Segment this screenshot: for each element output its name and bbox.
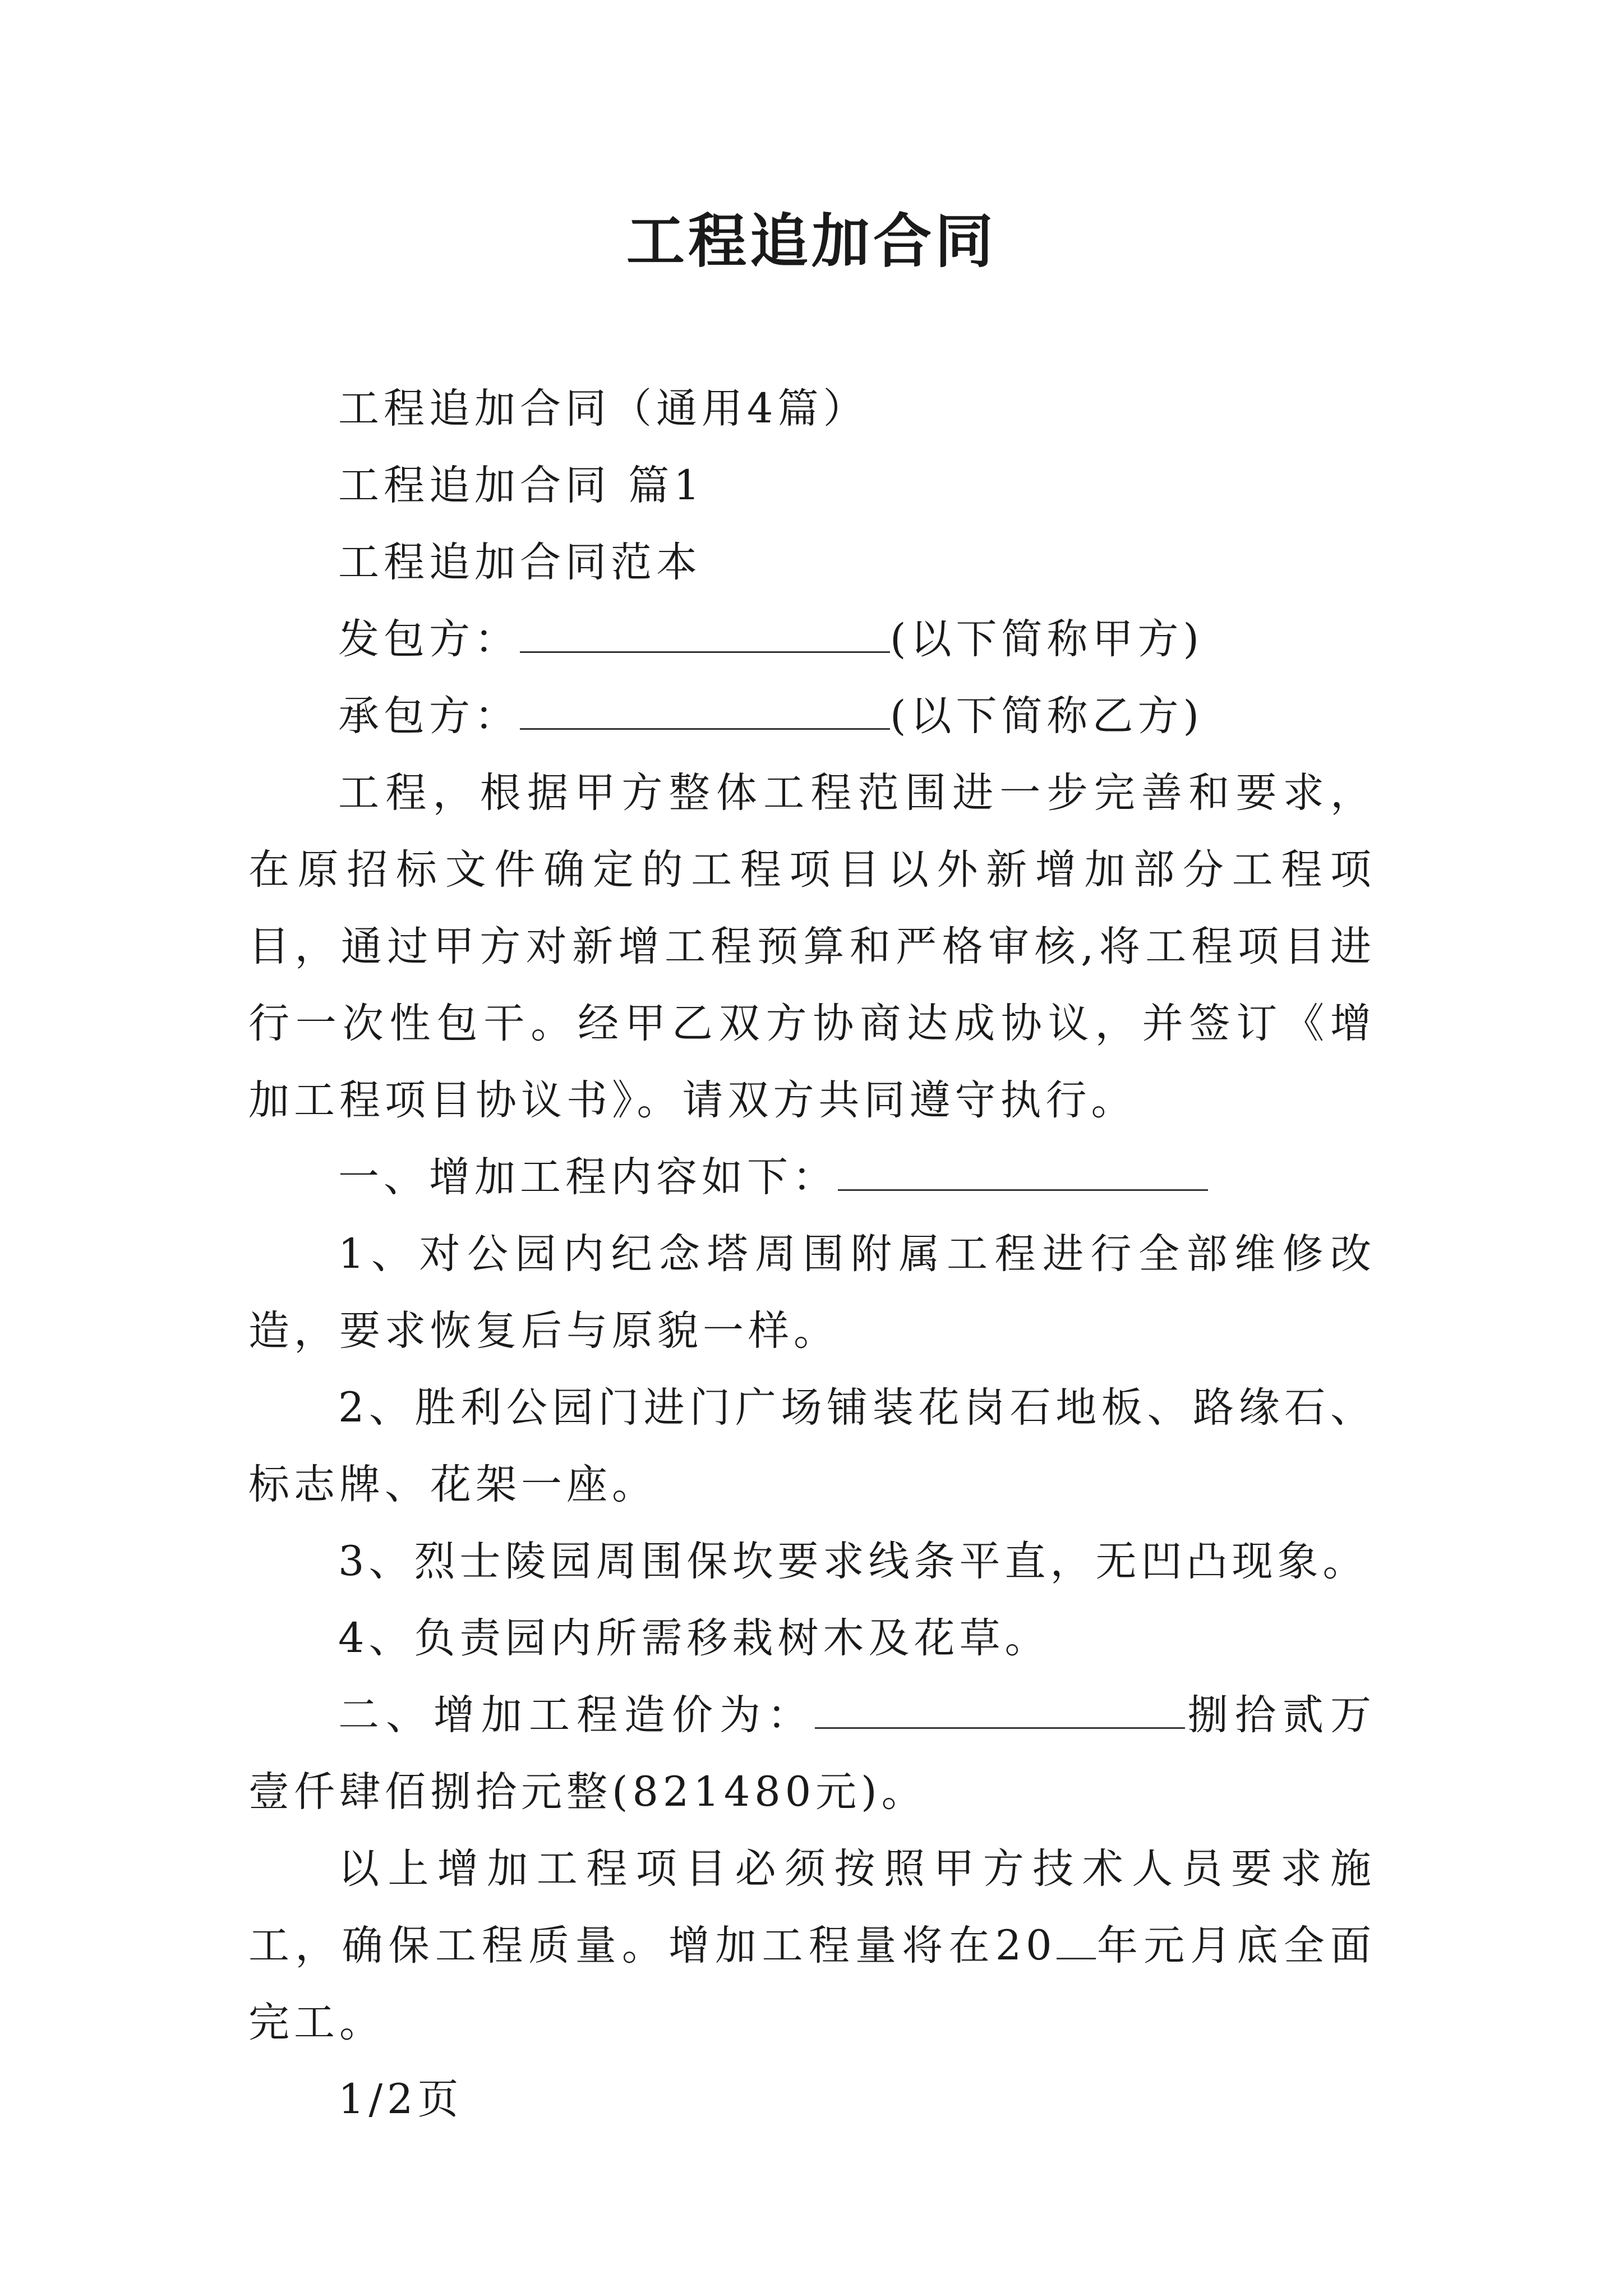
clause1-blank	[838, 1154, 1208, 1191]
year-blank	[1057, 1923, 1096, 1959]
clause2-heading: 二、增加工程造价为：	[338, 1691, 815, 1739]
document-title: 工程追加合同	[626, 206, 997, 275]
clause1-line	[248, 1139, 1376, 1216]
subtitle: 工程追加合同（通用4篇）	[338, 385, 869, 432]
list-item: 4、负责园内所需移栽树木及花草。	[338, 1614, 1050, 1662]
list-item: 1、对公园内纪念塔周围附属工程进行全部维修改造，要求恢复后与原貌一样。	[248, 1230, 1376, 1355]
page-number: 1/2页	[338, 2076, 463, 2123]
clause1-heading: 一、增加工程内容如下：	[338, 1153, 838, 1201]
party-a-note: (以下简称甲方)	[890, 615, 1204, 663]
party-a-label: 发包方：	[338, 615, 520, 663]
list-item: 2、胜利公园门进门广场铺装花岗石地板、路缘石、标志牌、花架一座。	[248, 1384, 1376, 1508]
template-name: 工程追加合同范本	[338, 539, 702, 586]
clause2-paragraph	[248, 1677, 1376, 1830]
list-item: 3、烈士陵园周围保坎要求线条平直，无凹凸现象。	[338, 1538, 1368, 1585]
document-body	[248, 370, 1376, 2138]
clause2-blank	[815, 1692, 1185, 1729]
section-heading: 工程追加合同 篇1	[338, 462, 704, 509]
party-b-label: 承包方：	[338, 692, 520, 740]
party-b-line	[248, 678, 1376, 754]
party-a-blank	[520, 616, 890, 653]
requirement-text-1: 以上增加工程项目必须按照甲方技术人员要求施工，确保工程质量。增加工程量将在20	[248, 1845, 1376, 1970]
party-a-line	[248, 601, 1376, 678]
clause2-amount: 捌拾贰万壹仟肆佰捌拾元整(821480元)。	[248, 1691, 1376, 1816]
intro-paragraph: 工程，根据甲方整体工程范围进一步完善和要求，在原招标文件确定的工程项目以外新增加部分工程项目，通过甲方对新增工程预算和严格审核,将工程项目进行一次性包干。经甲乙双方协商达成协议，并签订《增加工程项目协议书》。请双方共同遵守执行。	[248, 769, 1376, 1124]
party-b-blank	[520, 693, 890, 730]
party-b-note: (以下简称乙方)	[890, 692, 1204, 740]
requirement-text-2: 年元月底全面完工。	[248, 1922, 1376, 2046]
requirement-paragraph	[248, 1830, 1376, 2061]
